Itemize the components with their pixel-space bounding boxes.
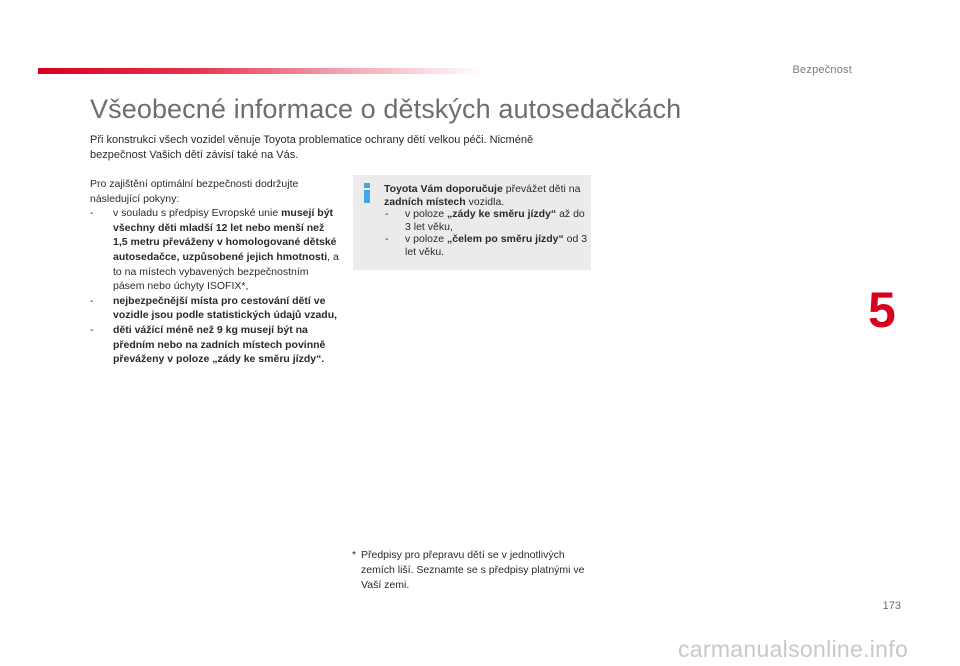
info-item-bold: „zády ke směru jízdy“: [447, 208, 557, 220]
info-lead-bold: Toyota Vám doporučuje: [384, 183, 503, 195]
info-lead: [384, 183, 588, 208]
guidelines-column: [90, 177, 340, 367]
info-item: [384, 233, 588, 258]
info-box: [353, 175, 591, 270]
list-dash: -: [385, 233, 389, 245]
info-lead-text: převážet děti na: [502, 183, 581, 195]
info-list: [384, 208, 588, 258]
list-dash: -: [90, 207, 94, 220]
list-dash: -: [90, 323, 94, 336]
info-item-text: v poloze: [405, 208, 448, 220]
info-lead-bold: zadních místech: [384, 195, 466, 208]
info-text: [384, 183, 588, 258]
footnote-mark: *: [352, 549, 357, 561]
guideline-item: [90, 294, 340, 323]
guideline-text: v souladu s předpisy Evropské unie: [113, 207, 282, 220]
guideline-bold: děti vážící méně než 9 kg musejí být na předním nebo na zadních místech povinně převáženy v poloze „zády ke směru jízdy“.: [113, 323, 326, 366]
section-label: Bezpečnost: [792, 64, 852, 76]
page-title: Všeobecné informace o dětských autosedačkách: [90, 94, 682, 124]
guideline-bold: musejí být všechny děti mladší 12 let nebo menší než 1,5 metru převáženy v homologované dětské autosedačce, uzpůsobené jejich hmotnosti: [113, 207, 337, 263]
guideline-text: , a to na místech vybavených bezpečnostním pásem nebo úchyty ISOFIX*,: [113, 250, 339, 293]
watermark: carmanualsonline.info: [678, 636, 909, 662]
info-item: [384, 208, 588, 233]
info-item-text: až do 3 let věku,: [405, 208, 585, 233]
footnote: [353, 548, 593, 593]
intro-paragraph: Při konstrukci všech vozidel věnuje Toyota problematice ochrany dětí velkou péči. Nicméně bezpečnost Vašich dětí závisí také na Vás.: [90, 134, 534, 161]
chapter-number: 5: [868, 282, 896, 338]
guideline-item: [90, 323, 340, 367]
info-lead-text: vozidla.: [465, 195, 505, 208]
info-icon: [363, 183, 371, 203]
list-dash: -: [385, 208, 389, 220]
info-item-bold: „čelem po směru jízdy“: [447, 233, 564, 245]
list-dash: -: [90, 294, 94, 307]
info-item-text: od 3 let věku.: [405, 233, 588, 258]
guidelines-lead: Pro zajištění optimální bezpečnosti dodržujte následující pokyny:: [90, 178, 299, 205]
page-number: 173: [882, 600, 901, 612]
guideline-bold: nejbezpečnější místa pro cestování dětí ve vozidle jsou podle statistických údajů vzadu,: [113, 294, 338, 322]
guidelines-list: [90, 206, 340, 367]
info-item-text: v poloze: [405, 233, 448, 245]
guideline-item: [90, 206, 340, 294]
header-accent-bar: [38, 68, 483, 74]
footnote-text: Předpisy pro přepravu dětí se v jednotlivých zemích liší. Seznamte se s předpisy platnými ve Vaší zemi.: [361, 549, 585, 591]
